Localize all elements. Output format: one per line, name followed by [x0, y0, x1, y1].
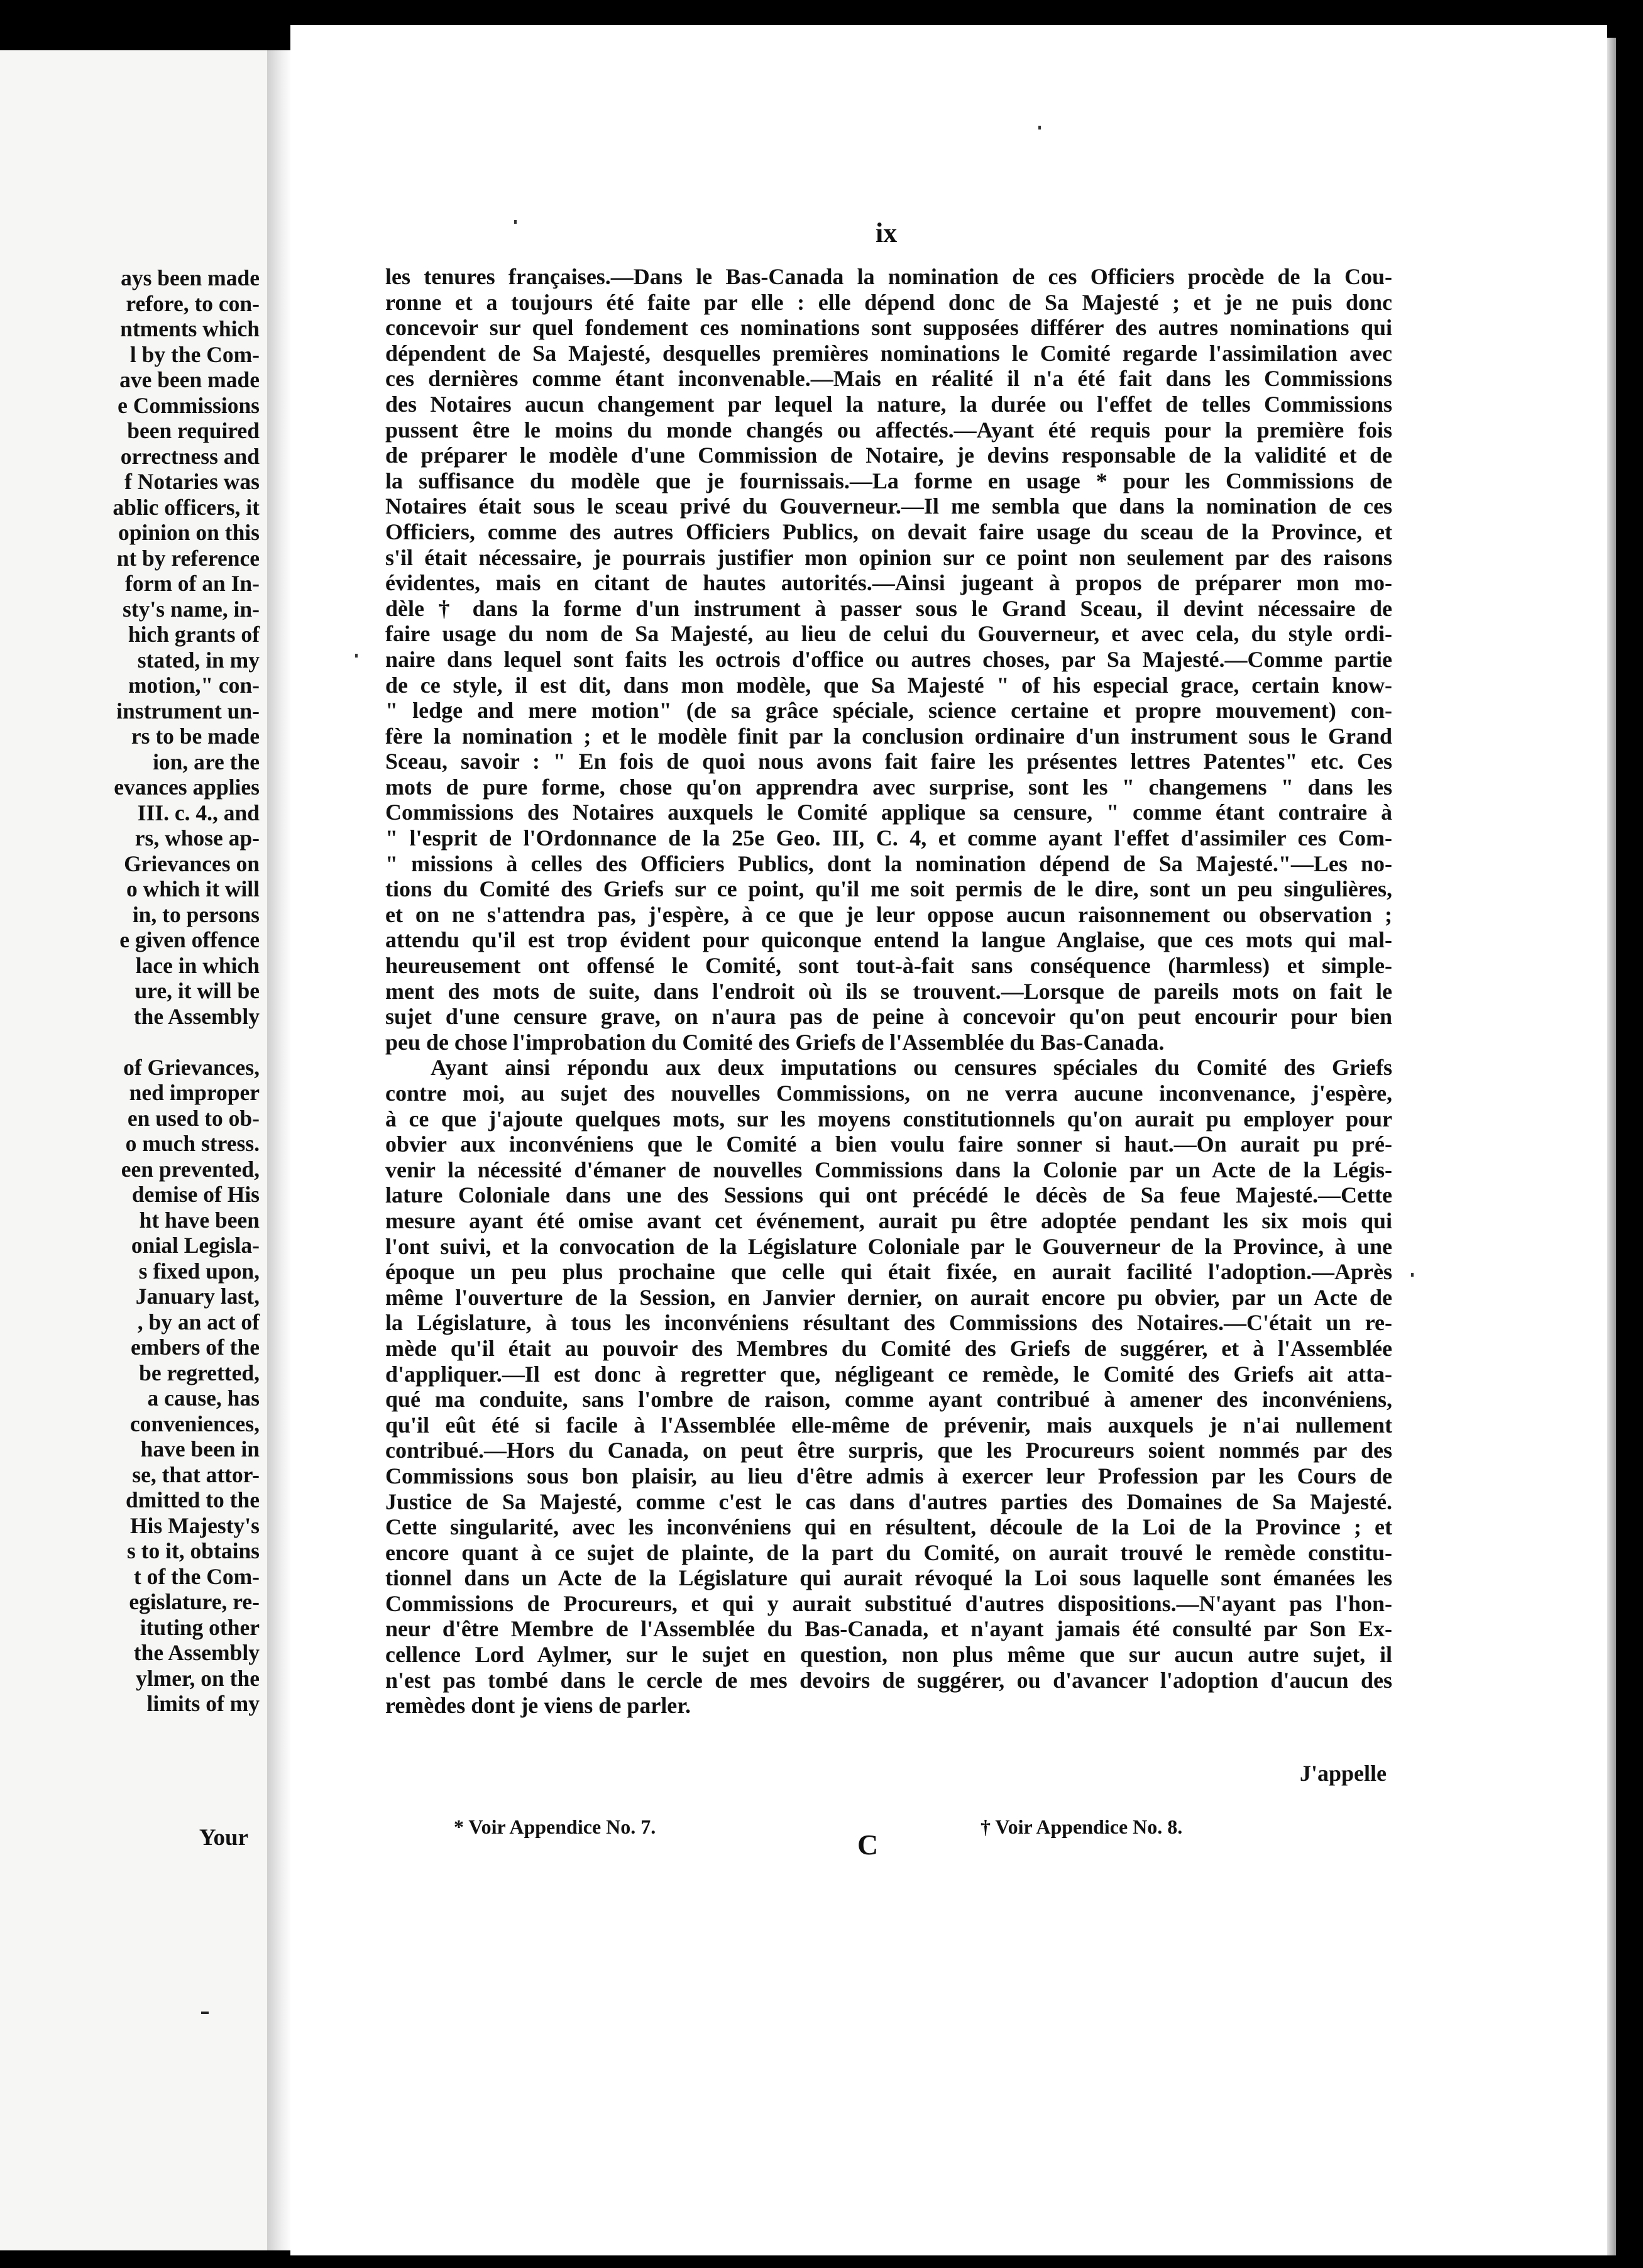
body-line: concevoir sur quel fondement ces nominations sont supposées différer des autres nominations qui — [385, 315, 1392, 341]
book-gutter — [267, 50, 292, 2250]
left-page-line: t of the Com- — [133, 1563, 260, 1589]
body-line: venir la nécessité d'émaner de nouvelles Commissions dans la Colonie par un Acte de la Légis- — [385, 1157, 1392, 1182]
left-page-line: , by an act of — [137, 1309, 260, 1335]
left-page-line: onial Legisla- — [131, 1233, 260, 1258]
body-line: ces dernières comme étant inconvenable.—Mais en réalité il n'a été fait dans les Commissions — [385, 366, 1392, 392]
left-page-line: ave been made — [119, 367, 260, 392]
left-page-line: e Commissions — [118, 392, 260, 418]
left-page-line: III. c. 4., and — [137, 800, 260, 825]
body-line: s'il était nécessaire, je pourrais justifier mon opinion sur ce point non seulement par des raisons — [385, 544, 1392, 570]
body-line: époque un peu plus prochaine que celle qui était fixée, en aurait facilité l'adoption.—Après — [385, 1259, 1392, 1285]
body-line: de ce style, il est dit, dans mon modèle, que Sa Majesté " of his especial grace, certain know- — [385, 672, 1392, 698]
left-page-line: Grievances on — [124, 851, 260, 876]
left-page-fragment — [0, 50, 268, 2250]
body-line: et on ne s'attendra pas, j'espère, à ce que je leur oppose aucun raisonnement ou observation ; — [385, 901, 1392, 927]
body-line: tionnel dans un Acte de la Législature qui aurait révoqué la Loi sous laquelle sont émanées les — [385, 1565, 1392, 1591]
body-line: l'ont suivi, et la convocation de la Législature Coloniale par le Gouverneur de la Province, à une — [385, 1233, 1392, 1259]
left-page-line: en used to ob- — [127, 1105, 260, 1131]
body-line: " missions à celles des Officiers Publics, dont la nomination dépend de Sa Majesté."—Les no- — [385, 851, 1392, 876]
left-page-line: hich grants of — [128, 622, 260, 647]
left-page-line: January last, — [135, 1284, 260, 1309]
left-page-line: nt by reference — [116, 545, 260, 571]
body-line: fère la nomination ; et le modèle finit par la conclusion ordinaire d'un instrument sous le Grand — [385, 723, 1392, 749]
left-page-line: s fixed upon, — [138, 1258, 260, 1284]
left-page-line: egislature, re- — [129, 1589, 260, 1614]
body-line: " ledge and mere motion" (de sa grâce spéciale, science certaine et propre mouvement) con- — [385, 698, 1392, 724]
left-page-line: motion," con- — [128, 673, 260, 698]
left-page-line: o which it will — [126, 876, 260, 901]
left-page-line: f Notaries was — [124, 469, 260, 494]
body-line: des Notaires aucun changement par lequel la nature, la durée ou l'effet de telles Commissions — [385, 391, 1392, 417]
body-line: dèle † dans la forme d'un instrument à passer sous le Grand Sceau, il devint nécessaire de — [385, 595, 1392, 621]
left-page-line: ht have been — [139, 1207, 260, 1233]
left-page-line: se, that attor- — [132, 1462, 260, 1487]
body-line: sujet d'une censure grave, on n'aura pas de peine à concevoir qu'on peut encourir pour bien — [385, 1004, 1392, 1030]
body-line: pussent être le moins du monde changés ou affectés.—Ayant été requis pour la première fois — [385, 417, 1392, 443]
body-line: Commissions sous bon plaisir, au lieu d'être admis à exercer leur Profession par les Cours de — [385, 1463, 1392, 1489]
body-line: mède qu'il était au pouvoir des Membres du Comité des Griefs de suggérer, et à l'Assemblée — [385, 1335, 1392, 1361]
left-page-line: ays been made — [121, 265, 260, 290]
left-page-line: the Assembly — [133, 1640, 260, 1665]
body-line: attendu qu'il est trop évident pour quiconque entend la langue Anglaise, que ces mots qui mal- — [385, 927, 1392, 953]
left-page-line: conveniences, — [129, 1411, 260, 1436]
body-line: Sceau, savoir : " En fois de quoi nous avons fait faire les présentes lettres Patentes" etc. Ces — [385, 749, 1392, 774]
left-page-line: lace in which — [135, 952, 260, 978]
left-page-line: been required — [127, 418, 260, 443]
left-page-catchword: Your — [199, 1825, 248, 1851]
left-page-line: refore, to con- — [126, 290, 260, 316]
left-page-line: ion, are the — [153, 749, 260, 774]
left-page-line: ntments which — [120, 316, 260, 341]
body-line: obvier aux inconvéniens que le Comité a bien voulu faire sonner si haut.—On aurait pu pré- — [385, 1131, 1392, 1157]
body-line: faire usage du nom de Sa Majesté, au lieu de celui du Gouverneur, et avec cela, du style ordi- — [385, 621, 1392, 647]
page-number: ix — [876, 217, 898, 248]
body-line: les tenures françaises.—Dans le Bas-Canada la nomination de ces Officiers procède de la Cou- — [385, 264, 1392, 289]
body-line: mesure ayant été omise avant cet événement, aurait pu être adoptée pendant les six mois qui — [385, 1208, 1392, 1233]
body-line: à ce que j'ajoute quelques mots, sur les moyens constitutionnels qu'on aurait pu employer pour — [385, 1106, 1392, 1131]
body-line: Commissions de Procureurs, et qui y aurait substitué d'autres dispositions.—N'ayant pas l'hon- — [385, 1590, 1392, 1616]
body-line: de préparer le modèle d'une Commission de Notaire, je devins responsable de la validité et de — [385, 443, 1392, 468]
paper-speck — [355, 654, 358, 658]
left-page-line: embers of the — [130, 1335, 260, 1360]
body-line: remèdes dont je viens de parler. — [385, 1693, 691, 1719]
left-page-line: of Grievances, — [123, 1054, 260, 1080]
left-page-line: be regretted, — [139, 1360, 260, 1385]
left-page-line: demise of His — [131, 1182, 260, 1207]
paper-speck — [1038, 126, 1041, 129]
left-page-line: rs, whose ap- — [135, 825, 260, 851]
left-page-line: ylmer, on the — [136, 1665, 260, 1691]
body-line: lature Coloniale dans une des Sessions qui ont précédé le décès de Sa feue Majesté.—Cette — [385, 1182, 1392, 1208]
body-line: " l'esprit de l'Ordonnance de la 25e Geo. III, C. 4, et comme ayant l'effet d'assimiler ces Com- — [385, 825, 1392, 851]
left-page-line: evances applies — [114, 774, 260, 800]
left-page-line: ablic officers, it — [113, 494, 260, 520]
body-line: contribué.—Hors du Canada, on peut être surpris, que les Procureurs soient nommés par des — [385, 1438, 1392, 1463]
body-line: neur d'être Membre de l'Assemblée du Bas-Canada, et n'ayant jamais été consulté par Son Ex- — [385, 1616, 1392, 1642]
left-page-line: in, to persons — [132, 901, 260, 927]
body-line: qu'il eût été si facile à l'Assemblée elle-même de prévenir, mais auxquels je n'ai nullement — [385, 1412, 1392, 1438]
body-line: cellence Lord Aylmer, sur le sujet en question, non plus même que sur aucun autre sujet, il — [385, 1642, 1392, 1668]
body-line: tions du Comité des Griefs sur ce point, qu'il me soit permis de le dire, sont un peu singulières, — [385, 876, 1392, 902]
left-page-line: e given offence — [119, 927, 260, 952]
body-line: contre moi, au sujet des nouvelles Commissions, on ne verra aucune inconvenance, j'espère, — [385, 1081, 1392, 1106]
left-page-line: the Assembly — [133, 1003, 260, 1029]
paper-speck — [514, 220, 517, 224]
body-line: ronne et a toujours été faite par elle : elle dépend donc de Sa Majesté ; et je ne puis donc — [385, 289, 1392, 315]
body-line: Cette singularité, avec les inconvéniens qui en résultent, découle de la Loi de la Province ; et — [385, 1514, 1392, 1540]
body-line: Commissions des Notaires auxquels le Comité applique sa censure, " comme étant contraire à — [385, 800, 1392, 825]
body-line: heureusement ont offensé le Comité, sont tout-à-fait sans conséquence (harmless) et simple- — [385, 953, 1392, 979]
left-page-line: ned improper — [129, 1080, 260, 1105]
left-page-line: een prevented, — [121, 1156, 260, 1182]
footnote-1: * Voir Appendice No. 7. — [454, 1815, 656, 1838]
left-page-line: limits of my — [146, 1691, 260, 1716]
body-line: dépendent de Sa Majesté, desquelles premières nominations le Comité regarde l'assimilation avec — [385, 340, 1392, 366]
body-line: n'est pas tombé dans le cercle de mes devoirs de suggérer, ou d'avancer l'adoption d'aucun des — [385, 1667, 1392, 1693]
left-page-mark — [201, 2012, 209, 2014]
left-page-line: o much stress. — [125, 1131, 260, 1156]
body-line: mots de pure forme, chose qu'on apprendra avec surprise, sont les " changemens " dans les — [385, 774, 1392, 800]
left-page-line: have been in — [140, 1436, 260, 1462]
left-page-line: s to it, obtains — [126, 1538, 260, 1563]
body-line: la Législature, à tous les inconvéniens résultant des Commissions des Notaires.—C'était un re- — [385, 1310, 1392, 1336]
body-line: la suffisance du modèle que je fournissais.—La forme en usage * pour les Commissions de — [385, 468, 1392, 493]
signature-mark: C — [857, 1829, 879, 1861]
left-page-line: ituting other — [140, 1614, 260, 1640]
body-line: encore quant à ce sujet de plainte, de la part du Comité, on aurait trouvé le remède constitu- — [385, 1539, 1392, 1565]
body-line: peu de chose l'improbation du Comité des Griefs de l'Assemblée du Bas-Canada. — [385, 1029, 1165, 1055]
body-line: même l'ouverture de la Session, en Janvier dernier, on aurait encore pu obvier, par un Acte de — [385, 1284, 1392, 1310]
left-page-line: a cause, has — [147, 1385, 260, 1411]
left-page-line — [0, 1029, 260, 1055]
left-page-line: rs to be made — [131, 724, 260, 749]
body-line: Justice de Sa Majesté, comme c'est le cas dans d'autres parties des Domaines de Sa Majesté. — [385, 1489, 1392, 1514]
left-page-line: dmitted to the — [126, 1487, 260, 1512]
body-line: évidentes, mais en citant de hautes autorités.—Ainsi jugeant à propos de préparer mon mo- — [385, 570, 1392, 596]
left-page-line: l by the Com- — [129, 341, 260, 367]
body-line: qué ma conduite, sans l'ombre de raison, comme ayant contribué à amener des inconvéniens, — [385, 1387, 1392, 1412]
body-line: Notaires était sous le sceau privé du Gouverneur.—Il me sembla que dans la nomination de ces — [385, 493, 1392, 519]
left-page-line: form of an In- — [125, 571, 260, 596]
left-page-line: ure, it will be — [135, 978, 260, 1003]
left-page-line: stated, in my — [137, 647, 260, 673]
body-text — [385, 264, 1392, 1719]
left-page-text — [0, 265, 260, 1717]
left-page-line: instrument un- — [116, 698, 260, 724]
body-line: d'appliquer.—Il est donc à regretter que, négligeant ce remède, le Comité des Griefs ait atta- — [385, 1361, 1392, 1387]
left-page-line: His Majesty's — [129, 1512, 260, 1538]
left-page-line: sty's name, in- — [123, 596, 260, 622]
body-line: Ayant ainsi répondu aux deux imputations ou censures spéciales du Comité des Griefs — [431, 1055, 1392, 1081]
body-line: naire dans lequel sont faits les octrois d'office ou autres choses, par Sa Majesté.—Comme partie — [385, 646, 1392, 672]
paper-speck — [1411, 1273, 1414, 1277]
body-line: Officiers, comme des autres Officiers Publics, on devait faire usage du sceau de la Province, et — [385, 519, 1392, 544]
catchword: J'appelle — [1300, 1761, 1387, 1786]
left-page-line: opinion on this — [118, 520, 260, 545]
page-edge-shadow — [1607, 38, 1616, 2255]
left-page-line: orrectness and — [120, 443, 260, 469]
footnote-2: † Voir Appendice No. 8. — [981, 1815, 1183, 1838]
body-line: ment des mots de suite, dans l'endroit où ils se trouvent.—Lorsque de pareils mots on fait le — [385, 978, 1392, 1004]
